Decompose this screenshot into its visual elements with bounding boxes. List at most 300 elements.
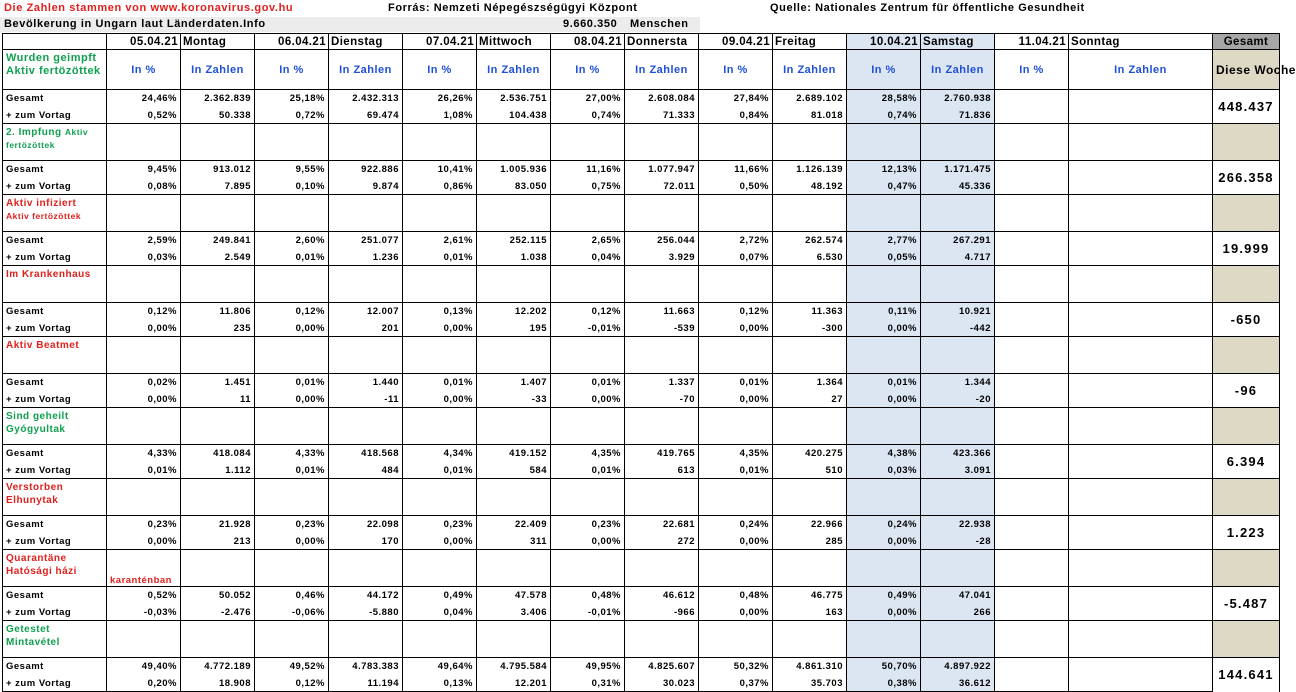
pct-delta [995,320,1069,337]
weekday-cell: Mittwoch [477,34,551,50]
pct-delta [995,249,1069,266]
pct-value: 0,01% [403,374,477,392]
empty-cell [255,266,329,303]
empty-cell [477,550,551,587]
section-title: Sind geheilt [6,411,69,422]
pct-delta: 0,04% [551,249,625,266]
empty-cell [995,621,1069,658]
pct-column-header: In % [255,50,329,90]
abs-value [1069,445,1213,463]
abs-delta: 484 [329,462,403,479]
abs-value: 21.928 [181,516,255,534]
date-cell: 09.04.21 [699,34,773,50]
abs-delta: -70 [625,391,699,408]
pct-delta: 0,00% [847,533,921,550]
section-label [3,479,107,516]
week-total: 448.437 [1213,90,1280,124]
abs-value: 419.765 [625,445,699,463]
section-label [3,621,107,658]
pct-value [995,516,1069,534]
abs-value: 1.171.475 [921,161,995,179]
pct-value: 0,23% [551,516,625,534]
pct-delta: 0,08% [107,178,181,195]
delta-row [3,249,1280,266]
abs-delta: 7.895 [181,178,255,195]
abs-delta [1069,604,1213,621]
pct-delta: 0,00% [403,533,477,550]
weekday-cell: Dienstag [329,34,403,50]
empty-cell [477,479,551,516]
pct-value: 0,49% [403,587,477,605]
pct-delta: 0,86% [403,178,477,195]
row-label-total: Gesamt [3,303,107,321]
abs-delta: 27 [773,391,847,408]
empty-cell [107,337,181,374]
pct-value: 27,84% [699,90,773,108]
abs-delta [1069,533,1213,550]
empty-cell [921,337,995,374]
empty-cell [625,266,699,303]
pct-delta: 0,01% [551,462,625,479]
abs-delta: 11 [181,391,255,408]
row-label-total: Gesamt [3,516,107,534]
empty-cell [329,266,403,303]
pct-value: 2,61% [403,232,477,250]
empty-cell [847,550,921,587]
abs-delta: -11 [329,391,403,408]
section-subtitle: Gyógyultak [6,424,66,435]
empty-cell [107,266,181,303]
abs-value: 2.432.313 [329,90,403,108]
section-subtitle: Aktiv fertözöttek [6,65,101,77]
empty-cell [181,550,255,587]
pct-value: 50,70% [847,658,921,676]
pct-value: 0,12% [551,303,625,321]
abs-delta: 11.194 [329,675,403,692]
abs-delta [1069,320,1213,337]
pct-value: 0,13% [403,303,477,321]
week-spacer [1213,550,1280,587]
date-cell: 11.04.21 [995,34,1069,50]
empty-cell [1069,550,1213,587]
empty-cell [329,408,403,445]
empty-cell [995,195,1069,232]
abs-value: 1.451 [181,374,255,392]
empty-cell [773,550,847,587]
abs-value: 4.795.584 [477,658,551,676]
abs-value: 47.041 [921,587,995,605]
abs-delta [1069,107,1213,124]
pct-delta: 0,13% [403,675,477,692]
empty-cell [1069,408,1213,445]
pct-delta: 0,00% [107,320,181,337]
pct-delta [995,178,1069,195]
week-total: 1.223 [1213,516,1280,550]
empty-cell [255,621,329,658]
week-total: -96 [1213,374,1280,408]
empty-cell [773,195,847,232]
pct-delta [995,462,1069,479]
row-label-total: Gesamt [3,658,107,676]
week-total: 6.394 [1213,445,1280,479]
empty-cell [107,124,181,161]
empty-cell [403,195,477,232]
section-header-row [3,337,1280,374]
abs-delta: 9.874 [329,178,403,195]
abs-value: 4.861.310 [773,658,847,676]
section-header-row [3,550,1280,587]
abs-column-header: In Zahlen [773,50,847,90]
empty-cell [477,266,551,303]
pct-value: 2,65% [551,232,625,250]
section-subtitle: Aktiv fertözöttek [6,211,82,221]
pct-delta: 0,74% [551,107,625,124]
pct-value [995,587,1069,605]
empty-cell [625,124,699,161]
pct-delta [995,107,1069,124]
abs-value: 1.126.139 [773,161,847,179]
section-header-row [3,621,1280,658]
pct-delta: 0,00% [255,320,329,337]
abs-delta: -966 [625,604,699,621]
abs-delta: 71.836 [921,107,995,124]
pct-value: 2,59% [107,232,181,250]
pct-value: 0,01% [699,374,773,392]
pct-value: 27,00% [551,90,625,108]
abs-delta: 2.549 [181,249,255,266]
date-cell: 08.04.21 [551,34,625,50]
empty-cell [699,337,773,374]
pct-value: 25,18% [255,90,329,108]
abs-value: 22.098 [329,516,403,534]
abs-delta [1069,391,1213,408]
date-cell: 06.04.21 [255,34,329,50]
empty-cell [181,124,255,161]
pct-value: 49,64% [403,658,477,676]
empty-cell [921,408,995,445]
empty-cell [403,621,477,658]
total-row [3,161,1280,179]
empty-cell [551,408,625,445]
empty-cell [1069,337,1213,374]
empty-cell [403,337,477,374]
section-title: Getestet [6,624,51,635]
week-total: 144.641 [1213,658,1280,692]
pct-value: 49,95% [551,658,625,676]
row-label-delta: + zum Vortag [3,533,107,550]
abs-delta: 69.474 [329,107,403,124]
empty-cell [403,266,477,303]
delta-row [3,604,1280,621]
empty-cell [255,550,329,587]
pct-column-header: In % [699,50,773,90]
pct-delta [995,604,1069,621]
empty-cell [329,195,403,232]
empty-cell [403,550,477,587]
row-label-total: Gesamt [3,587,107,605]
section-label [3,50,107,90]
empty-cell [625,408,699,445]
empty-cell [551,479,625,516]
week-spacer [1213,408,1280,445]
week-spacer [1213,621,1280,658]
pct-value: 9,45% [107,161,181,179]
empty-cell [773,124,847,161]
pct-delta: -0,06% [255,604,329,621]
abs-value: 11.806 [181,303,255,321]
abs-delta: -442 [921,320,995,337]
abs-delta: 12.201 [477,675,551,692]
abs-delta: -28 [921,533,995,550]
delta-row [3,675,1280,692]
pct-value: 0,12% [107,303,181,321]
week-header: Diese Woche [1213,50,1280,90]
abs-value: 2.760.938 [921,90,995,108]
pct-value [995,161,1069,179]
empty-cell [625,621,699,658]
abs-delta: 3.406 [477,604,551,621]
date-cell: 10.04.21 [847,34,921,50]
empty-cell [995,479,1069,516]
delta-row [3,107,1280,124]
abs-delta: -20 [921,391,995,408]
abs-column-header: In Zahlen [625,50,699,90]
empty-cell [847,124,921,161]
pct-delta: 0,01% [403,462,477,479]
section-header-row [3,195,1280,232]
empty-cell [921,621,995,658]
date-cell: 05.04.21 [107,34,181,50]
pct-value: 0,02% [107,374,181,392]
pct-value: 0,01% [255,374,329,392]
delta-row [3,462,1280,479]
empty-cell [625,337,699,374]
pct-delta: 0,00% [107,533,181,550]
abs-delta: 4.717 [921,249,995,266]
pct-value: 0,01% [847,374,921,392]
pct-value: 4,35% [551,445,625,463]
abs-value: 249.841 [181,232,255,250]
pct-value: 0,48% [699,587,773,605]
weekday-cell: Montag [181,34,255,50]
abs-value: 1.364 [773,374,847,392]
row-label-total: Gesamt [3,445,107,463]
abs-delta [1069,675,1213,692]
abs-delta: -5.880 [329,604,403,621]
pct-delta: 0,52% [107,107,181,124]
section-label [3,550,107,587]
empty-cell [921,550,995,587]
empty-cell [847,479,921,516]
source-hu: Forrás: Nemzeti Népegészségügyi Központ [388,2,638,14]
abs-value [1069,161,1213,179]
empty-cell [329,124,403,161]
abs-delta: 83.050 [477,178,551,195]
abs-value: 22.409 [477,516,551,534]
abs-value: 2.362.839 [181,90,255,108]
empty-cell [773,266,847,303]
abs-delta: 272 [625,533,699,550]
week-spacer [1213,124,1280,161]
abs-value: 1.005.936 [477,161,551,179]
empty-cell [255,479,329,516]
pct-value: 0,24% [699,516,773,534]
abs-delta [1069,249,1213,266]
pct-delta: 0,05% [847,249,921,266]
abs-value: 4.825.607 [625,658,699,676]
section-header-row [3,124,1280,161]
empty-cell [699,621,773,658]
total-row [3,587,1280,605]
empty-cell [255,408,329,445]
abs-value [1069,232,1213,250]
section-header-row [3,266,1280,303]
pct-value [995,445,1069,463]
weekday-cell: Samstag [921,34,995,50]
section-header-row [3,408,1280,445]
empty-cell [995,124,1069,161]
abs-value [1069,303,1213,321]
abs-value: 423.366 [921,445,995,463]
abs-delta: 48.192 [773,178,847,195]
pct-delta [995,391,1069,408]
abs-value: 44.172 [329,587,403,605]
abs-delta: 170 [329,533,403,550]
abs-delta: 72.011 [625,178,699,195]
total-row [3,516,1280,534]
pct-delta: 0,01% [255,249,329,266]
pct-value: 0,49% [847,587,921,605]
pct-delta: -0,03% [107,604,181,621]
empty-cell [773,479,847,516]
abs-column-header: In Zahlen [181,50,255,90]
empty-cell [477,195,551,232]
pct-value: 10,41% [403,161,477,179]
section-label [3,266,107,303]
pct-delta: 0,84% [699,107,773,124]
pct-delta: 0,47% [847,178,921,195]
abs-value: 2.536.751 [477,90,551,108]
abs-value: 418.084 [181,445,255,463]
week-total: -5.487 [1213,587,1280,621]
delta-row [3,391,1280,408]
abs-value: 22.681 [625,516,699,534]
pct-value: 2,60% [255,232,329,250]
empty-cell [1069,124,1213,161]
empty-cell [107,408,181,445]
pct-delta: 0,20% [107,675,181,692]
pct-value: 2,72% [699,232,773,250]
abs-delta: 1.236 [329,249,403,266]
pct-value: 24,46% [107,90,181,108]
abs-value: 922.886 [329,161,403,179]
empty-cell [329,621,403,658]
empty-cell [921,124,995,161]
empty-cell [181,337,255,374]
pct-value: 0,46% [255,587,329,605]
abs-delta: 510 [773,462,847,479]
population-unit: Menschen [630,18,689,30]
row-label-total: Gesamt [3,232,107,250]
pct-delta [995,675,1069,692]
source-de: Die Zahlen stammen von www.koronavirus.gov.hu [4,2,294,14]
pct-delta: 0,01% [403,249,477,266]
empty-cell [107,195,181,232]
pct-column-header: In % [995,50,1069,90]
pct-delta: -0,01% [551,604,625,621]
abs-value: 252.115 [477,232,551,250]
section-title: Quarantäne [6,553,67,564]
abs-delta: 613 [625,462,699,479]
empty-cell [995,266,1069,303]
empty-cell [255,337,329,374]
week-total: 19.999 [1213,232,1280,266]
pct-value: 0,23% [107,516,181,534]
abs-delta: 36.612 [921,675,995,692]
empty-cell [847,337,921,374]
delta-row [3,533,1280,550]
pct-value: 4,38% [847,445,921,463]
empty-cell [107,621,181,658]
abs-value: 47.578 [477,587,551,605]
pct-delta: 0,00% [847,320,921,337]
pct-value: 49,40% [107,658,181,676]
abs-value: 22.966 [773,516,847,534]
abs-value: 1.337 [625,374,699,392]
abs-value: 913.012 [181,161,255,179]
empty-cell [329,337,403,374]
empty-cell [995,408,1069,445]
covid-weekly-table [2,33,1296,692]
empty-cell [699,550,773,587]
row-label-delta: + zum Vortag [3,462,107,479]
pct-value: 0,01% [551,374,625,392]
empty-cell [847,195,921,232]
pct-value: 0,11% [847,303,921,321]
pct-column-header: In % [403,50,477,90]
pct-column-header: In % [107,50,181,90]
abs-value: 262.574 [773,232,847,250]
empty-cell [551,124,625,161]
pct-delta: 0,00% [107,391,181,408]
abs-column-header: In Zahlen [1069,50,1213,90]
empty-cell [403,408,477,445]
abs-delta: -2.476 [181,604,255,621]
abs-value [1069,374,1213,392]
population-bar [0,17,700,32]
pct-column-header: In % [847,50,921,90]
empty-cell [329,479,403,516]
empty-cell [403,124,477,161]
abs-value: 22.938 [921,516,995,534]
empty-cell [625,479,699,516]
pct-delta: 0,03% [847,462,921,479]
abs-column-header: In Zahlen [921,50,995,90]
pct-delta: 0,74% [847,107,921,124]
total-header: Gesamt [1213,34,1280,50]
date-cell: 07.04.21 [403,34,477,50]
pct-value: 0,48% [551,587,625,605]
pct-value: 49,52% [255,658,329,676]
abs-value: 12.007 [329,303,403,321]
empty-cell [477,408,551,445]
empty-cell [995,337,1069,374]
pct-value: 12,13% [847,161,921,179]
week-total: -650 [1213,303,1280,337]
pct-delta: 0,00% [699,533,773,550]
abs-delta: 3.091 [921,462,995,479]
abs-value: 10.921 [921,303,995,321]
